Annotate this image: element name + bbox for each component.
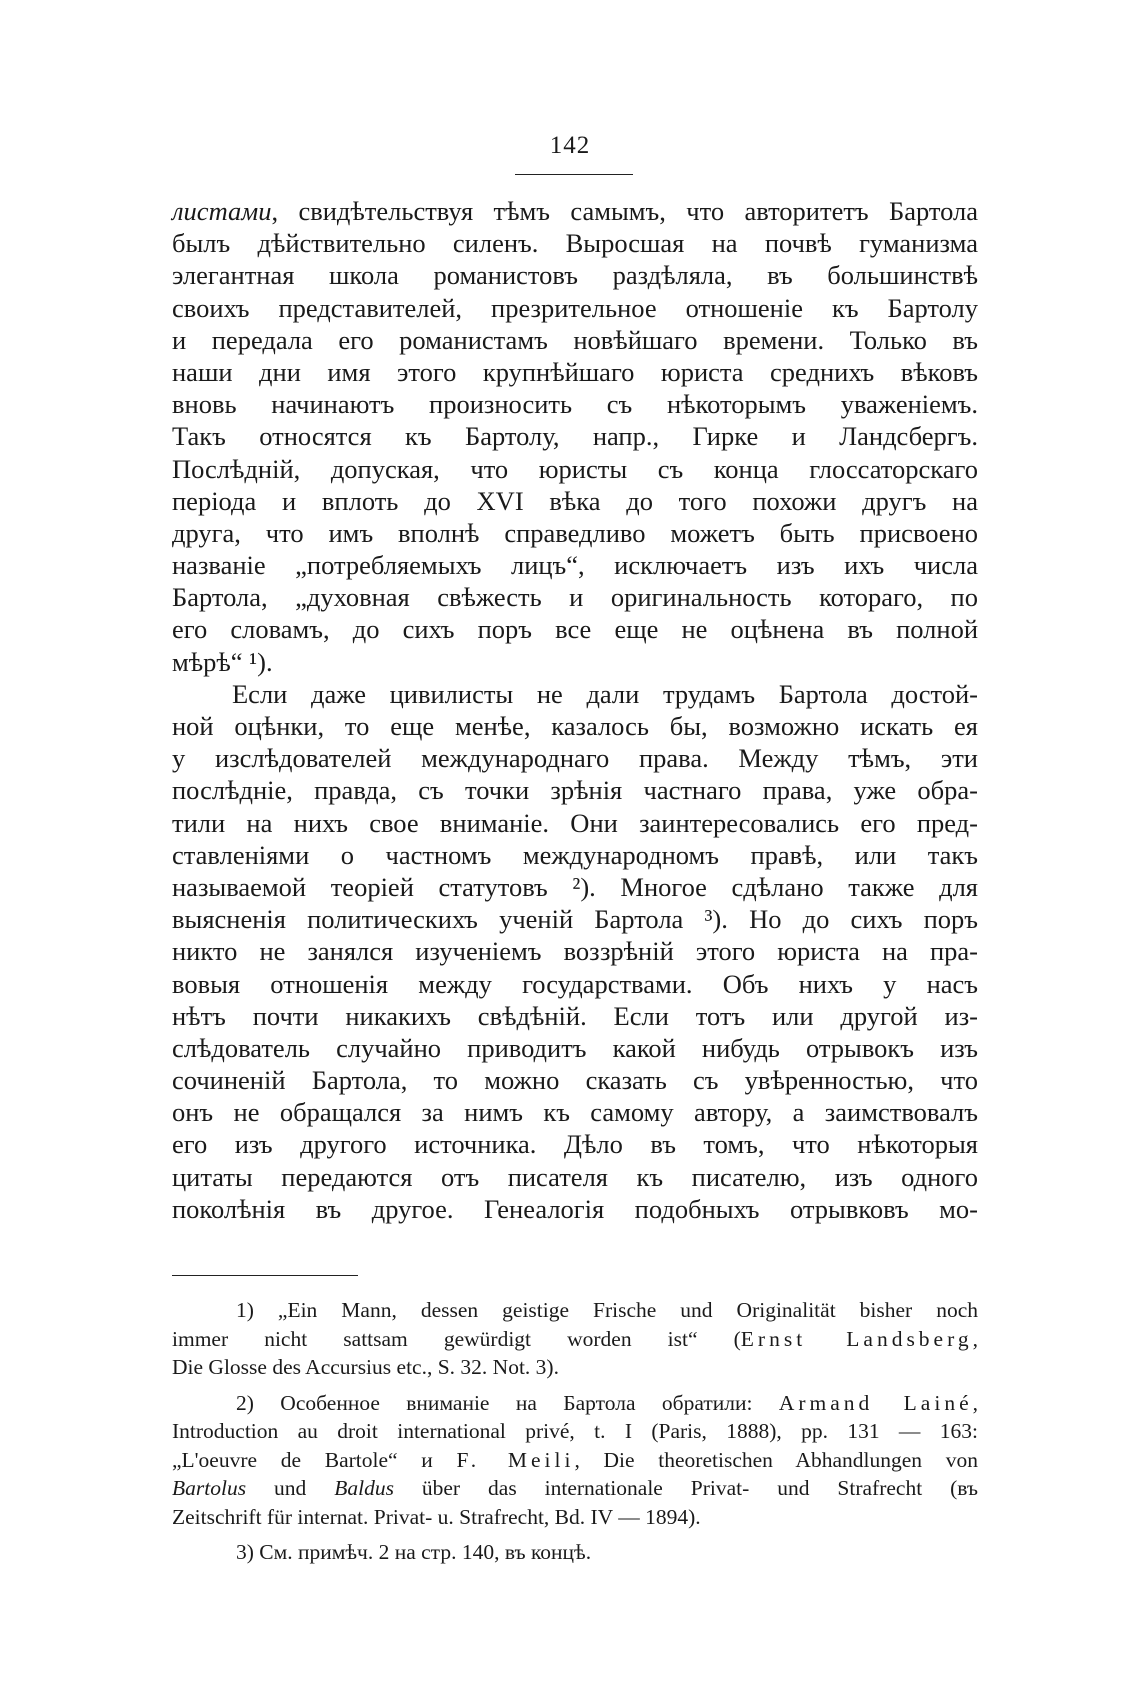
text-line: его изъ другого источника. Дѣло въ томъ, что нѣкоторыя (172, 1129, 978, 1160)
footnote-2-line: Bartolus und Baldus über das internationale Privat- und Strafrecht (въ (172, 1476, 979, 1500)
text-line: поколѣнія въ другое. Генеалогія подобныхъ отрывковъ мо- (172, 1193, 978, 1224)
text-line: у изслѣдователей международнаго права. Между тѣмъ, эти (172, 743, 978, 774)
text-line: слѣдователь случайно приводитъ какой нибудь отрывокъ изъ (172, 1032, 978, 1063)
text-line: цитаты передаются отъ писателя къ писателю, изъ одного (172, 1161, 978, 1192)
text-line: своихъ представителей, презрительное отношеніе къ Бартолу (172, 292, 978, 323)
author-name: F. Meili (456, 1447, 575, 1472)
text-line: листами, свидѣтельствуя тѣмъ самымъ, что авторитетъ Бартола (172, 196, 978, 226)
footnote-1-line: Die Glosse des Accursius etc., S. 32. Not. 3). (172, 1355, 559, 1379)
italic-word: листами (172, 196, 272, 226)
text-line: Послѣдній, допуская, что юристы съ конца глоссаторскаго (172, 453, 978, 484)
footnote-2-line: Zeitschrift für internat. Privat- u. Strafrecht, Bd. IV — 1894). (172, 1504, 701, 1529)
footnote-3-line: 3) См. примѣч. 2 на стр. 140, въ концѣ. (236, 1540, 592, 1564)
author-name: Ernst Landsberg (740, 1326, 973, 1351)
footnote-2-line: Introduction au droit international privé, t. I (Paris, 1888), pp. 131 — 163: (172, 1419, 978, 1443)
page-number: 142 (549, 132, 591, 159)
footnotes (172, 1296, 978, 1567)
text-line: никто не занялся изученіемъ воззрѣній этого юриста на пра- (172, 936, 978, 967)
footnote-1-line: immer nicht sattsam gewürdigt worden ist“ (Ernst Landsberg, (172, 1326, 978, 1351)
text-line: вовыя отношенія между государствами. Объ нихъ у насъ (172, 968, 978, 999)
italic-word: Baldus (334, 1476, 394, 1500)
text-line: нѣтъ почти никакихъ свѣдѣній. Если тотъ или другой из- (172, 1000, 978, 1031)
text-line: ной оцѣнки, то еще менѣе, казалось бы, возможно искать ея (172, 711, 978, 741)
text-line: ставленіями о частномъ международномъ правѣ, или такъ (172, 839, 978, 870)
text-line: тили на нихъ свое вниманіе. Они заинтересовались его пред- (172, 807, 978, 838)
paragraph-start-line: Если даже цивилисты не дали трудамъ Бартола достой- (232, 678, 978, 709)
text-line: выясненія политическихъ ученій Бартола ³). Но до сихъ поръ (172, 904, 978, 935)
text-line: періода и вплоть до XVI вѣка до того похожи другъ на (172, 485, 978, 516)
text-line: и передала его романистамъ новѣйшаго времени. Только въ (172, 324, 978, 355)
footnote-1-line: 1) „Ein Mann, dessen geistige Frische und Originalität bisher noch (236, 1298, 978, 1322)
main-text (172, 195, 978, 1225)
text-line: наши дни имя этого крупнѣйшаго юриста среднихъ вѣковъ (172, 356, 978, 387)
text-line: вновь начинаютъ произносить съ нѣкоторымъ уваженіемъ. (172, 389, 978, 420)
author-name: Armand Lainé (778, 1390, 973, 1415)
text-line: его словамъ, до сихъ поръ все еще не оцѣнена въ полной (172, 614, 978, 645)
text-line: Такъ относятся къ Бартолу, напр., Гирке и Ландсбергъ. (172, 421, 978, 452)
page-number-rule (515, 174, 633, 175)
footnote-2-line: „L'oeuvre de Bartole“ и F. Meili, Die theoretischen Abhandlungen von (172, 1447, 978, 1472)
text-line: мѣрѣ“ ¹). (172, 646, 273, 677)
text-line: называемой теоріей статутовъ ²). Многое сдѣлано также для (172, 871, 978, 902)
text-line: друга, что имъ вполнѣ справедливо можетъ быть присвоено (172, 517, 978, 548)
text-line: элегантная школа романистовъ раздѣляла, въ большинствѣ (172, 260, 978, 291)
text-line: названіе „потребляемыхъ лицъ“, исключаетъ изъ ихъ числа (172, 550, 978, 581)
italic-word: Bartolus (172, 1476, 247, 1500)
text-line: онъ не обращался за нимъ къ самому автору, а заимствовалъ (172, 1097, 978, 1128)
text-line: послѣдніе, правда, съ точки зрѣнія частнаго права, уже обра- (172, 775, 978, 806)
footnote-2-line: 2) Особенное вниманіе на Бартола обратили: Armand Lainé, (236, 1390, 978, 1415)
text-line: былъ дѣйствительно силенъ. Выросшая на почвѣ гуманизма (172, 228, 978, 259)
text-line: Бартола, „духовная свѣжесть и оригинальность котораго, по (172, 582, 978, 613)
text-line: сочиненій Бартола, то можно сказать съ увѣренностью, что (172, 1065, 978, 1096)
footnote-separator (172, 1275, 358, 1276)
